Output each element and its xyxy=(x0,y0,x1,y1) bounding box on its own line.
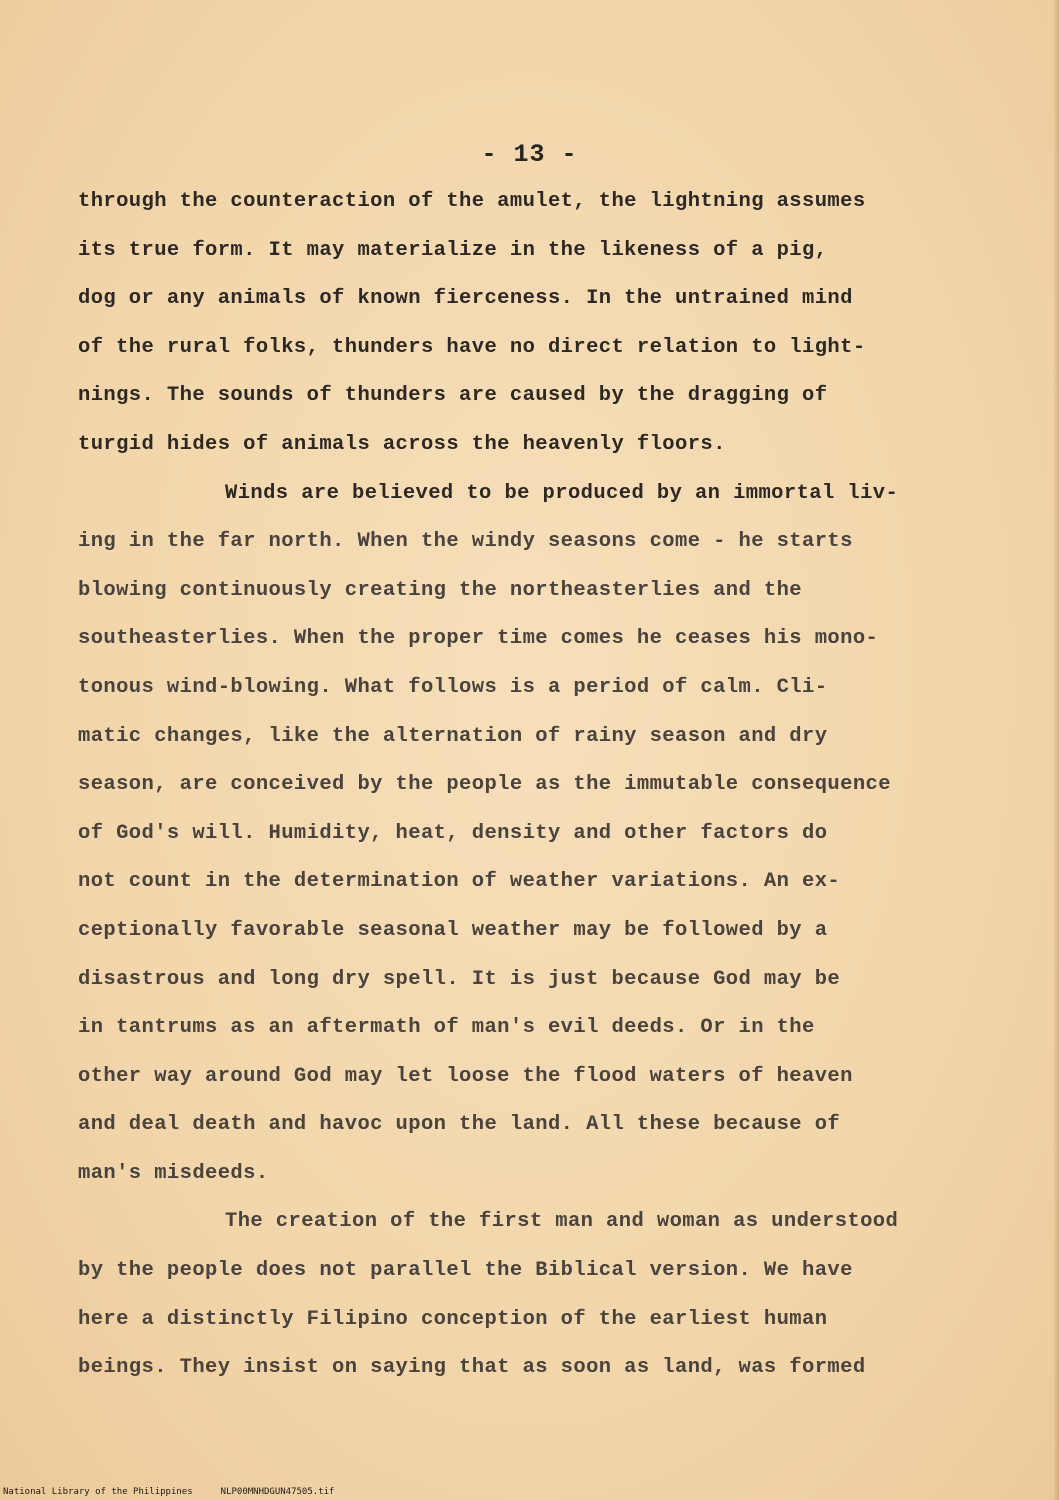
text-line: dog or any animals of known fierceness. In the untrained mind xyxy=(78,287,853,311)
text-line: tonous wind-blowing. What follows is a period of calm. Cli- xyxy=(78,675,828,699)
text-line: ceptionally favorable seasonal weather may be followed by a xyxy=(78,918,828,942)
text-line: through the counteraction of the amulet, the lightning assumes xyxy=(78,190,866,213)
text-line: not count in the determination of weather variations. An ex- xyxy=(78,870,841,894)
text-line: season, are conceived by the people as the immutable consequence xyxy=(78,773,891,797)
text-line: turgid hides of animals across the heavenly floors. xyxy=(78,432,726,456)
text-line: disastrous and long dry spell. It is just because God may be xyxy=(78,967,841,991)
text-line: other way around God may let loose the flood waters of heaven xyxy=(78,1064,853,1088)
text-line: man's misdeeds. xyxy=(78,1161,269,1185)
text-line: blowing continuously creating the northeasterlies and the xyxy=(78,578,803,602)
text-line: ing in the far north. When the windy seasons come - he starts xyxy=(78,530,853,554)
scan-footer xyxy=(3,1487,334,1498)
scan-filename: NLP00MNHDGUN47505.tif xyxy=(220,1487,335,1497)
page-number: - 13 - xyxy=(481,140,578,169)
text-line: southeasterlies. When the proper time comes he ceases his mono- xyxy=(78,627,879,651)
text-line: by the people does not parallel the Biblical version. We have xyxy=(78,1259,853,1283)
text-line: nings. The sounds of thunders are caused by the dragging of xyxy=(78,384,828,408)
text-line: of God's will. Humidity, heat, density and other factors do xyxy=(78,821,828,845)
text-line: Winds are believed to be produced by an immortal liv- xyxy=(225,481,899,505)
text-line: here a distinctly Filipino conception of the earliest human xyxy=(78,1307,828,1331)
text-line: in tantrums as an aftermath of man's evil deeds. Or in the xyxy=(78,1016,815,1040)
text-line: The creation of the first man and woman as understood xyxy=(225,1210,899,1234)
text-line: matic changes, like the alternation of rainy season and dry xyxy=(78,724,828,748)
library-credit: National Library of the Philippines xyxy=(3,1487,193,1497)
text-line: and deal death and havoc upon the land. All these because of xyxy=(78,1113,841,1137)
text-line: its true form. It may materialize in the likeness of a pig, xyxy=(78,238,828,262)
text-line: beings. They insist on saying that as soon as land, was formed xyxy=(78,1356,866,1380)
body-text xyxy=(78,178,1013,1393)
text-line: of the rural folks, thunders have no direct relation to light- xyxy=(78,335,866,359)
page-edge-shadow xyxy=(1053,0,1059,1500)
